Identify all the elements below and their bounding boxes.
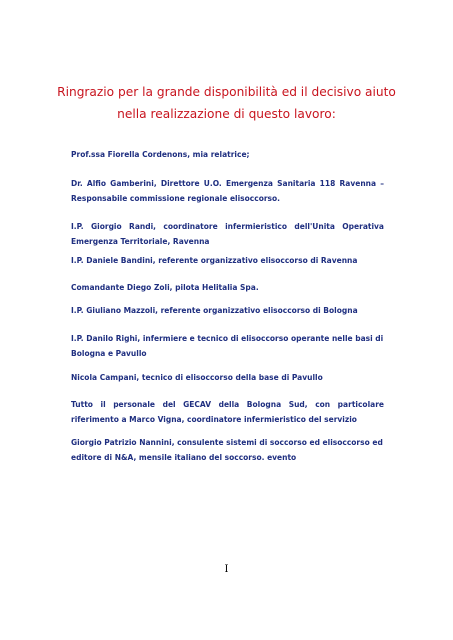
acknowledgement-paragraph: [71, 147, 384, 162]
acknowledgement-paragraph: [71, 219, 384, 249]
acknowledgement-paragraph: [71, 397, 384, 427]
acknowledgement-line: Comandante Diego Zoli, pilota Helitalia Spa.: [71, 283, 259, 292]
acknowledgement-line: Giorgio Patrizio Nannini, consulente sistemi di soccorso ed elisoccorso ed: [71, 438, 383, 447]
acknowledgement-paragraph: [71, 280, 384, 295]
dedication-heading-line-1: Ringrazio per la grande disponibilità ed il decisivo aiuto: [57, 85, 396, 99]
acknowledgement-line: riferimento a Marco Vigna, coordinatore infermieristico del servizio: [71, 415, 357, 424]
acknowledgement-line: I.P. Giuliano Mazzoli, referente organizzativo elisoccorso di Bologna: [71, 306, 358, 315]
acknowledgement-line: Emergenza Territoriale, Ravenna: [71, 237, 210, 246]
dedication-heading-line-2: nella realizzazione di questo lavoro:: [117, 107, 336, 121]
acknowledgement-line: editore di N&A, mensile italiano del soccorso. evento: [71, 453, 297, 462]
acknowledgement-line: I.P. Danilo Righi, infermiere e tecnico di elisoccorso operante nelle basi di: [71, 334, 384, 343]
acknowledgement-line: Nicola Campani, tecnico di elisoccorso della base di Pavullo: [71, 373, 323, 382]
acknowledgement-paragraph: [71, 303, 384, 318]
acknowledgement-line: I.P. Daniele Bandini, referente organizzativo elisoccorso di Ravenna: [71, 256, 358, 265]
acknowledgement-line: Responsabile commissione regionale elisoccorso.: [71, 194, 281, 203]
acknowledgement-paragraph: [71, 370, 384, 385]
acknowledgement-paragraph: [71, 435, 384, 465]
acknowledgement-paragraph: [71, 331, 384, 361]
acknowledgement-line: Bologna e Pavullo: [71, 349, 147, 358]
page-number: I: [224, 564, 229, 575]
acknowledgement-line: Dr. Alfio Gamberini, Direttore U.O. Emergenza Sanitaria 118 Ravenna –: [71, 179, 384, 188]
acknowledgement-line: Tutto il personale del GECAV della Bologna Sud, con particolare: [71, 400, 384, 409]
acknowledgement-paragraph: [71, 176, 384, 206]
acknowledgement-paragraph: [71, 253, 384, 268]
acknowledgement-line: Prof.ssa Fiorella Cordenons, mia relatrice;: [71, 150, 250, 159]
acknowledgement-line: I.P. Giorgio Randi, coordinatore infermieristico dell'Unita Operativa: [71, 222, 384, 231]
